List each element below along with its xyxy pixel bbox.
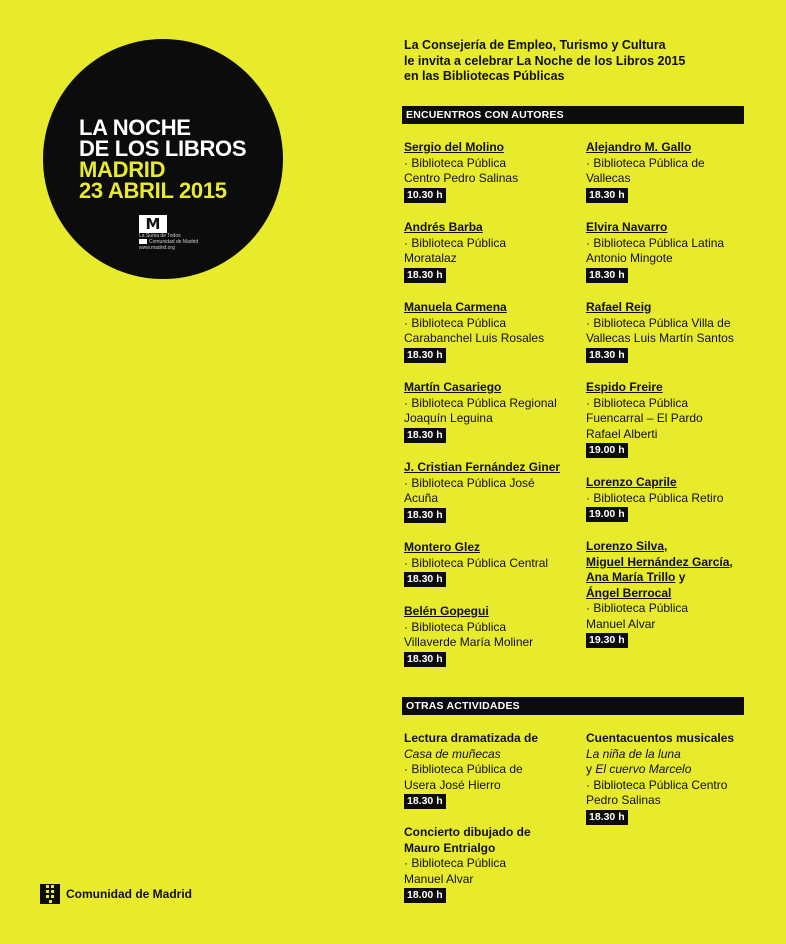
library-location: · Biblioteca Pública Villa de Vallecas Luis Martín Santos	[586, 315, 734, 345]
author-name[interactable]: Alejandro M. Gallo	[586, 140, 692, 154]
activity-work-title-line: y El cuervo Marcelo	[586, 762, 692, 776]
library-location: · Biblioteca Pública Regional Joaquín Leguina	[404, 395, 557, 425]
activity-work-title: La niña de la luna	[586, 746, 681, 761]
conjunction: y	[678, 570, 686, 584]
author-entry	[586, 300, 734, 363]
author-entry	[586, 380, 703, 458]
author-name[interactable]: Manuela Carmena	[404, 300, 507, 314]
emblem-url: www.madrid.org	[139, 245, 175, 251]
activity-work-title: Casa de muñecas	[404, 746, 501, 761]
library-location: · Biblioteca Pública Manuel Alvar	[404, 856, 507, 886]
time-badge: 18.30 h	[404, 268, 446, 283]
time-badge: 18.30 h	[586, 810, 628, 825]
intro-line-3: en las Bibliotecas Públicas	[404, 69, 565, 83]
library-location: · Biblioteca Pública Villaverde María Moliner	[404, 619, 534, 649]
library-location: · Biblioteca Pública Moratalaz	[404, 235, 507, 265]
emblem-org: Comunidad de Madrid	[139, 239, 179, 245]
author-entry	[404, 300, 544, 363]
author-name[interactable]: Elvira Navarro	[586, 220, 668, 234]
activity-title: Cuentacuentos musicales	[586, 731, 735, 745]
time-badge: 19.00 h	[586, 443, 628, 458]
author-entry	[404, 604, 533, 667]
time-badge: 18.30 h	[586, 348, 628, 363]
time-badge: 18.30 h	[404, 508, 446, 523]
time-badge: 18.30 h	[404, 428, 446, 443]
author-name[interactable]: Espido Freire	[586, 380, 663, 394]
time-badge: 10.30 h	[404, 188, 446, 203]
author-name[interactable]: J. Cristian Fernández Giner	[404, 460, 561, 474]
time-badge: 19.00 h	[586, 507, 628, 522]
author-entry	[586, 220, 724, 283]
author-name[interactable]: Sergio del Molino	[404, 140, 505, 154]
time-badge: 19.30 h	[586, 633, 628, 648]
activity-title: Concierto dibujado de Mauro Entrialgo	[404, 825, 531, 855]
author-name[interactable]: Lorenzo Caprile	[586, 475, 677, 489]
event-title	[79, 117, 246, 201]
author-name[interactable]: Lorenzo Silva,	[586, 539, 668, 553]
emblem-tagline: La Suma de Todos	[139, 233, 181, 239]
author-names-line	[586, 570, 733, 586]
author-name[interactable]: Martín Casariego	[404, 380, 502, 394]
section-otras-header: OTRAS ACTIVIDADES	[402, 697, 744, 715]
author-entry	[586, 539, 733, 648]
intro-line-2: le invita a celebrar La Noche de los Libros 2015	[404, 53, 686, 68]
library-location: · Biblioteca Pública Latina Antonio Mingote	[586, 235, 725, 265]
library-location: · Biblioteca Pública José Acuña	[404, 475, 535, 505]
author-name[interactable]: Belén Gopegui	[404, 604, 489, 618]
library-location: · Biblioteca Pública Fuencarral – El Pardo Rafael Alberti	[586, 395, 703, 441]
author-name[interactable]: Rafael Reig	[586, 300, 652, 314]
title-line-2: DE LOS LIBROS	[79, 136, 247, 161]
library-location: · Biblioteca Pública de Usera José Hierro	[404, 762, 523, 792]
library-location: · Biblioteca Pública Manuel Alvar	[586, 601, 689, 631]
intro-text	[404, 38, 685, 85]
time-badge: 18.30 h	[586, 188, 628, 203]
time-badge: 18.00 h	[404, 888, 446, 903]
title-city: MADRID	[79, 157, 166, 182]
madrid-flag-icon	[40, 884, 60, 904]
title-line-1: LA NOCHE	[79, 115, 191, 140]
author-entry	[404, 460, 560, 523]
section-encuentros-header: ENCUENTROS CON AUTORES	[402, 106, 744, 124]
author-entry	[586, 140, 705, 203]
activity-entry	[404, 825, 531, 903]
author-entry	[404, 380, 557, 443]
time-badge: 18.30 h	[404, 652, 446, 667]
author-name[interactable]: Montero Glez	[404, 540, 481, 554]
intro-line-1: La Consejería de Empleo, Turismo y Cultura	[404, 38, 666, 52]
author-entry	[404, 540, 548, 587]
author-entry	[586, 475, 723, 522]
suma-de-todos-logo	[139, 215, 199, 261]
library-location: · Biblioteca Pública de Vallecas	[586, 155, 705, 185]
author-name[interactable]: Ángel Berrocal	[586, 585, 672, 600]
time-badge: 18.30 h	[586, 268, 628, 283]
library-location: · Biblioteca Pública Central	[404, 555, 549, 570]
m-logo-icon: M	[139, 215, 167, 233]
author-name[interactable]: Andrés Barba	[404, 220, 483, 234]
activity-entry	[586, 731, 734, 825]
library-location: · Biblioteca Pública Centro Pedro Salinas	[404, 155, 519, 185]
author-entry	[404, 220, 506, 283]
time-badge: 18.30 h	[404, 794, 446, 809]
title-date: 23 ABRIL 2015	[79, 178, 227, 203]
library-location: · Biblioteca Pública Retiro	[586, 490, 724, 505]
library-location: · Biblioteca Pública Carabanchel Luis Rosales	[404, 315, 545, 345]
author-entry	[404, 140, 518, 203]
time-badge: 18.30 h	[404, 572, 446, 587]
activity-entry	[404, 731, 538, 809]
comunidad-de-madrid-logo	[40, 884, 192, 904]
logo-circle	[43, 39, 283, 279]
author-name[interactable]: Ana María Trillo	[586, 570, 676, 584]
author-name[interactable]: Miguel Hernández García,	[586, 554, 733, 569]
flag-icon	[139, 239, 147, 244]
library-location: · Biblioteca Pública Centro Pedro Salinas	[586, 777, 728, 807]
time-badge: 18.30 h	[404, 348, 446, 363]
footer-org-name: Comunidad de Madrid	[66, 887, 192, 901]
activity-title: Lectura dramatizada de	[404, 731, 539, 745]
